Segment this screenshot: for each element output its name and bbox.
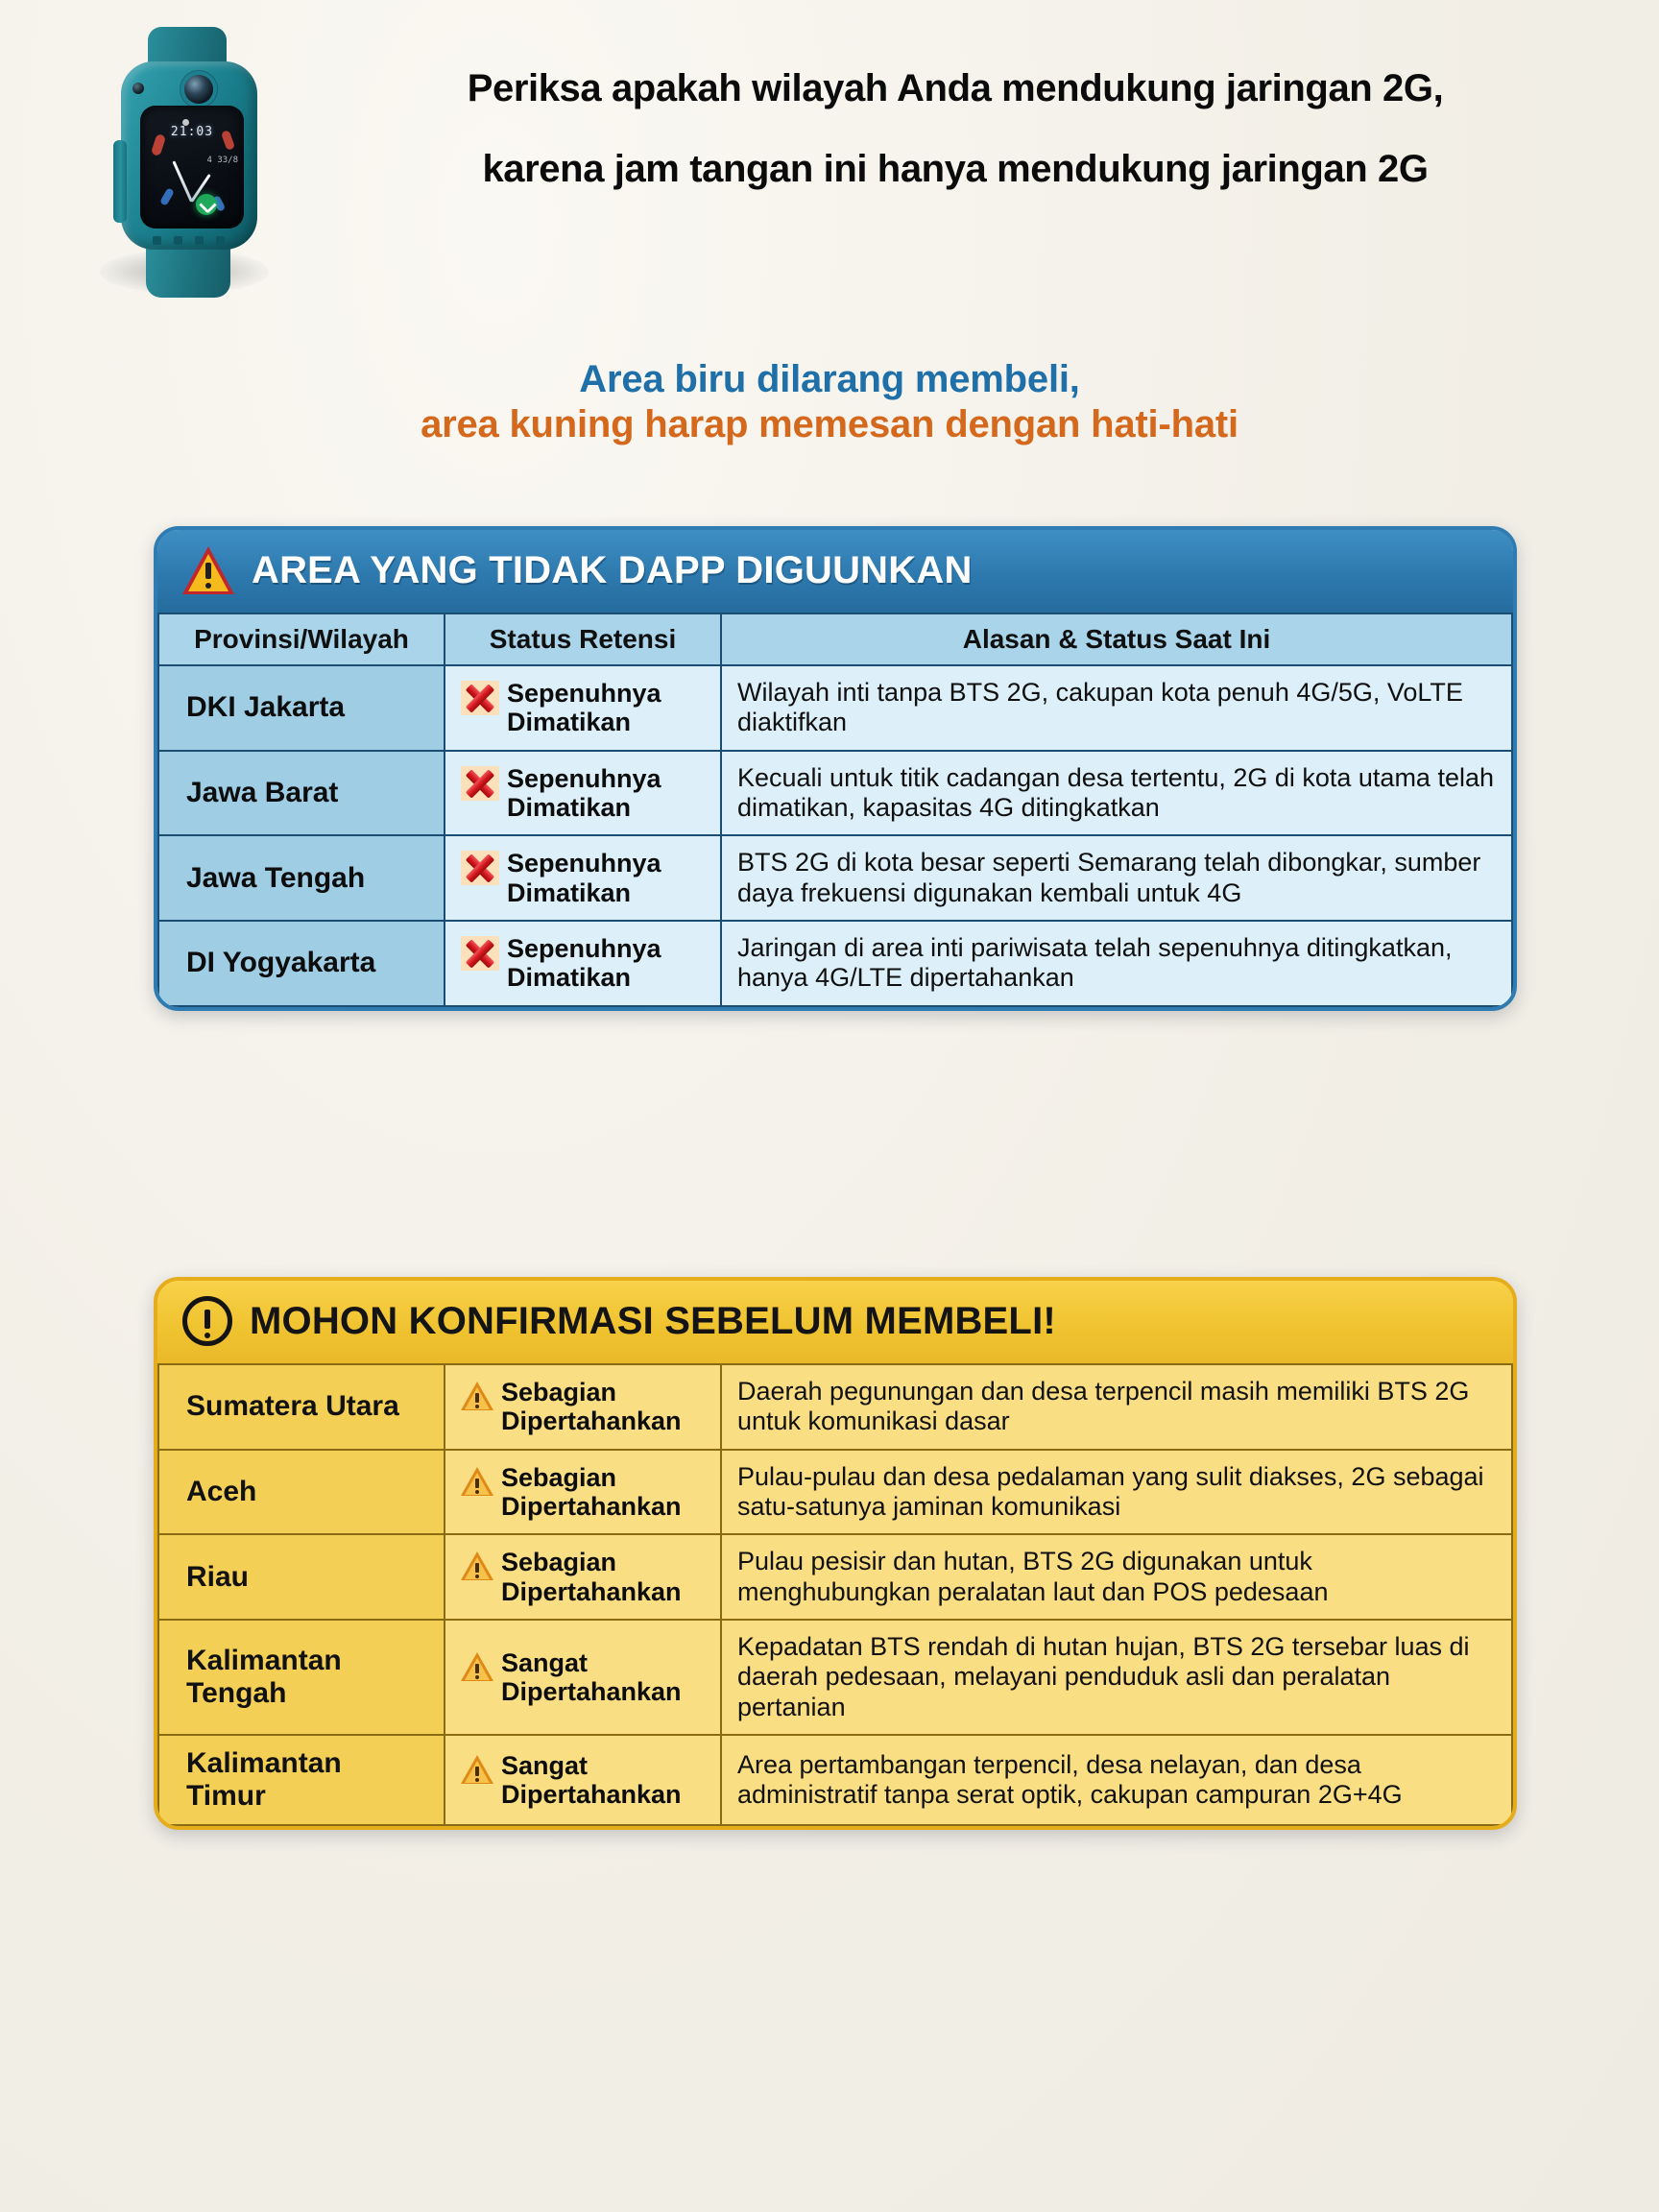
table-row [158, 1450, 1512, 1535]
status-label: Sangat Dipertahankan [501, 1647, 682, 1706]
status-label: Sangat Dipertahankan [501, 1750, 682, 1809]
blocked-areas-table [157, 613, 1513, 1007]
table-row [158, 751, 1512, 836]
watch-side-readout: 4 33/8 [206, 156, 238, 165]
table-row [158, 1534, 1512, 1620]
watch-face-decoration [159, 187, 175, 206]
status-label: Sepenuhnya Dimatikan [507, 933, 661, 993]
province-cell: Jawa Barat [158, 751, 445, 836]
province-cell: Kalimantan Timur [158, 1735, 445, 1825]
reason-cell: Kepadatan BTS rendah di hutan hujan, BTS 2G tersebar luas di daerah pedesaan, melayani penduduk asli dan peralatan pertanian [721, 1620, 1512, 1735]
reason-cell: Wilayah inti tanpa BTS 2G, cakupan kota penuh 4G/5G, VoLTE diaktifkan [721, 665, 1512, 751]
column-header-reason: Alasan & Status Saat Ini [721, 613, 1512, 665]
table-row [158, 1735, 1512, 1825]
reason-cell: Daerah pegunungan dan desa terpencil masih memiliki BTS 2G untuk komunikasi dasar [721, 1364, 1512, 1450]
watch-side-grip [113, 140, 127, 223]
reason-cell: Area pertambangan terpencil, desa nelayan, dan desa administratif tanpa serat optik, cakupan campuran 2G+4G [721, 1735, 1512, 1825]
status-cell [445, 921, 721, 1006]
caution-areas-table [157, 1363, 1513, 1826]
watch-screen [140, 106, 244, 228]
table-row [158, 921, 1512, 1006]
header-section [0, 0, 1659, 490]
status-cell [445, 835, 721, 921]
reason-cell: Pulau-pulau dan desa pedalaman yang sulit diakses, 2G sebagai satu-satunya jaminan komunikasi [721, 1450, 1512, 1535]
table-row [158, 1620, 1512, 1735]
watch-camera-icon [184, 75, 213, 104]
status-cell [445, 1620, 721, 1735]
status-cell [445, 1534, 721, 1620]
headline [317, 69, 1594, 188]
subtitle [0, 357, 1659, 447]
province-cell: DI Yogyakarta [158, 921, 445, 1006]
reason-cell: Kecuali untuk titik cadangan desa tertentu, 2G di kota utama telah dimatikan, kapasitas 4G ditingkatkan [721, 751, 1512, 836]
status-label: Sebagian Dipertahankan [501, 1462, 682, 1521]
amber-warning-icon [461, 1755, 493, 1784]
blocked-areas-title: AREA YANG TIDAK DAPP DIGUUNKAN [252, 548, 973, 591]
watch-hand-hour [172, 160, 192, 202]
subtitle-blue-line: Area biru dilarang membeli, [579, 358, 1080, 400]
reason-cell: BTS 2G di kota besar seperti Semarang telah dibongkar, sumber daya frekuensi digunakan kembali untuk 4G [721, 835, 1512, 921]
reason-cell: Jaringan di area inti pariwisata telah sepenuhnya ditingkatkan, hanya 4G/LTE dipertahankan [721, 921, 1512, 1006]
province-cell: DKI Jakarta [158, 665, 445, 751]
watch-strap-bottom [146, 244, 230, 298]
province-cell: Kalimantan Tengah [158, 1620, 445, 1735]
province-cell: Riau [158, 1534, 445, 1620]
red-x-icon [461, 936, 499, 971]
status-cell [445, 1450, 721, 1535]
headline-line-1: Periksa apakah wilayah Anda mendukung jaringan 2G, [467, 67, 1444, 109]
province-cell: Sumatera Utara [158, 1364, 445, 1450]
status-label: Sebagian Dipertahankan [501, 1378, 682, 1436]
column-header-province: Provinsi/Wilayah [158, 613, 445, 665]
blocked-areas-banner [157, 530, 1513, 613]
red-x-icon [461, 681, 499, 715]
watch-strap-holes [146, 232, 230, 248]
table-header-row [158, 613, 1512, 665]
status-label: Sepenuhnya Dimatikan [507, 679, 661, 737]
table-row [158, 665, 1512, 751]
amber-warning-icon [461, 1652, 493, 1681]
watch-secondary-camera-icon [132, 83, 144, 94]
kids-smartwatch-icon [92, 27, 284, 305]
confirm-before-buying-card [154, 1277, 1517, 1830]
red-x-icon [461, 851, 499, 885]
status-cell [445, 1364, 721, 1450]
amber-warning-icon [461, 1551, 493, 1580]
table-row [158, 1364, 1512, 1450]
blocked-areas-card [154, 526, 1517, 1011]
column-header-status: Status Retensi [445, 613, 721, 665]
status-label: Sebagian Dipertahankan [501, 1548, 682, 1606]
province-cell: Aceh [158, 1450, 445, 1535]
amber-warning-icon [461, 1467, 493, 1496]
warning-triangle-icon [182, 546, 234, 594]
amber-warning-icon [461, 1382, 493, 1410]
status-cell [445, 1735, 721, 1825]
status-label: Sepenuhnya Dimatikan [507, 849, 661, 907]
status-cell [445, 751, 721, 836]
headline-line-2: karena jam tangan ini hanya mendukung jaringan 2G [482, 148, 1429, 190]
reason-cell: Pulau pesisir dan hutan, BTS 2G digunakan untuk menghubungkan peralatan laut dan POS pedesaan [721, 1534, 1512, 1620]
watch-time-display: 21:03 [170, 125, 214, 139]
watch-call-icon [196, 194, 217, 215]
status-cell [445, 665, 721, 751]
subtitle-orange-line: area kuning harap memesan dengan hati-hati [421, 403, 1238, 446]
province-cell: Jawa Tengah [158, 835, 445, 921]
red-x-icon [461, 766, 499, 801]
circled-exclamation-icon [182, 1296, 232, 1346]
confirm-title: MOHON KONFIRMASI SEBELUM MEMBELI! [250, 1299, 1056, 1342]
table-row [158, 835, 1512, 921]
confirm-banner [157, 1281, 1513, 1363]
status-label: Sepenuhnya Dimatikan [507, 763, 661, 822]
